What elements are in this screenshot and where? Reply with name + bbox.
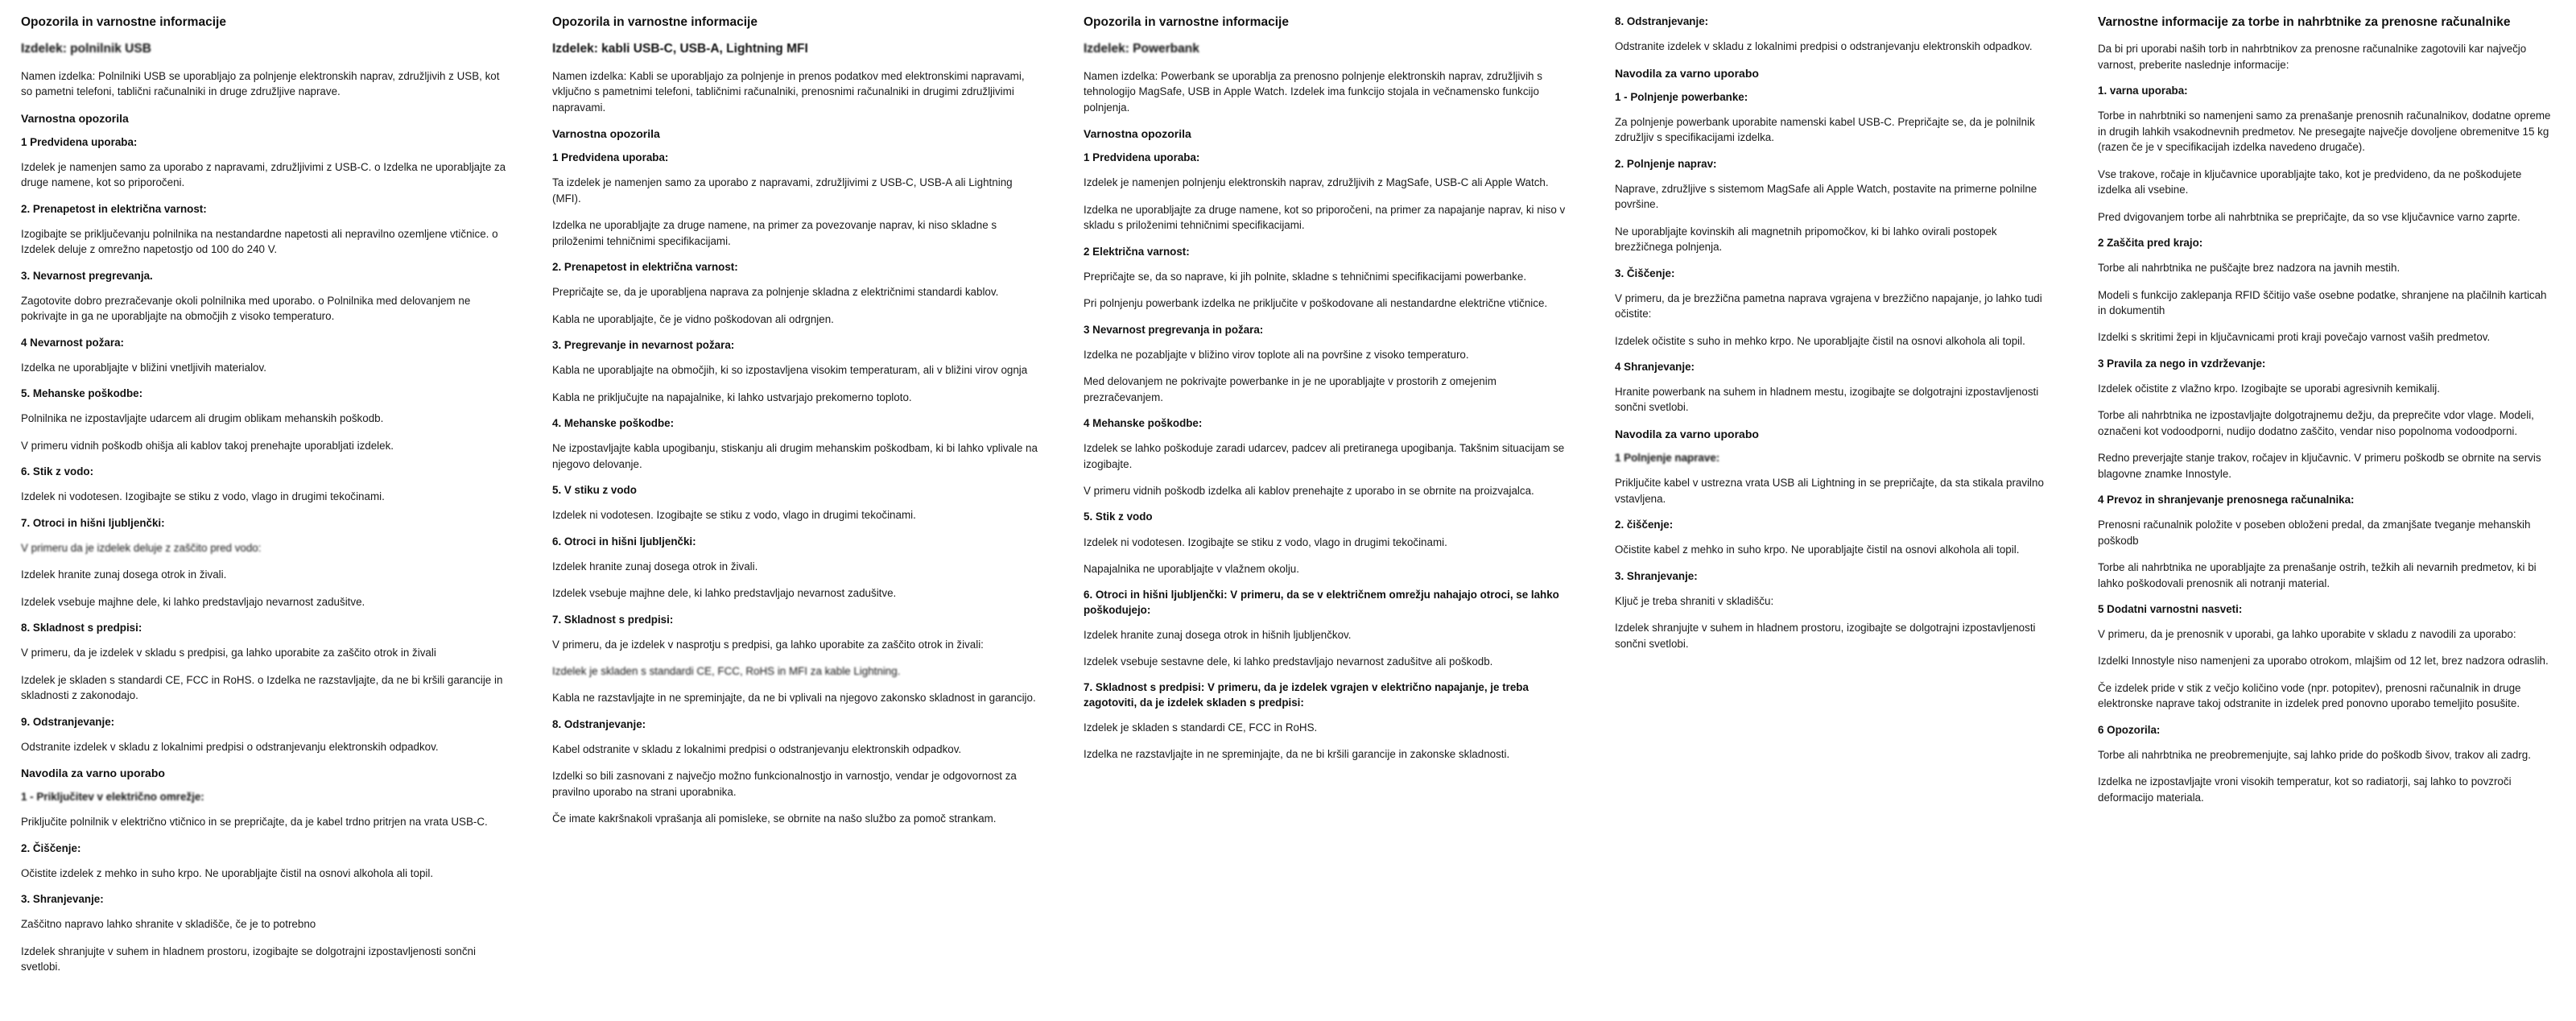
paragraph: Vse trakove, ročaje in ključavnice uporabljajte tako, kot je predvideno, da ne poškodujete izdelka ali vsebine. xyxy=(2098,167,2522,196)
column-5-title: Varnostne informacije za torbe in nahrbtnike za prenosne računalnike xyxy=(2098,15,2511,29)
paragraph-blurred xyxy=(21,540,510,556)
paragraph: Prenosni računalnik položite v poseben obloženi predal, da zmanjšate tveganje mehanskih poškodb xyxy=(2098,519,2531,547)
paragraph: Torbe in nahrbtniki so namenjeni samo za prenašanje prenosnih računalnikov, dodatne opreme in drugih lahkih vsakodnevnih predmetov. Ne presegajte največje dovoljene obremenitve 15 kg (razen če je v specifikacijah izdelka navedeno drugače). xyxy=(2098,110,2551,154)
paragraph: Prepričajte se, da so naprave, ki jih polnite, skladne s tehničnimi specifikacijami powerbanke. xyxy=(1084,270,1527,283)
item-heading: 5. Stik z vodo xyxy=(1084,510,1153,523)
section-heading: Navodila za varno uporabo xyxy=(1615,66,1759,80)
paragraph: Izogibajte se priključevanju polnilnika na nestandardne napetosti ali nepravilno ozemljene vtičnice. o Izdelek deluje z omrežno napetostjo od 100 do 240 V. xyxy=(21,227,498,256)
paragraph: Namen izdelka: Powerbank se uporablja za prenosno polnjenje elektronskih naprav, združljivih s tehnologijo MagSafe, USB in Apple Watch. Izdelek ima funkcijo stojala in večnamensko funkcijo polnjenja. xyxy=(1084,69,1542,114)
paragraph: V primeru vidnih poškodb izdelka ali kablov prenehajte z uporabo in se obrnite na proizvajalca. xyxy=(1084,485,1534,497)
paragraph: Izdelek vsebuje sestavne dele, ki lahko predstavljajo nevarnost zadušitve ali poškodb. xyxy=(1084,655,1493,668)
item-heading: 3. Pregrevanje in nevarnost požara: xyxy=(552,339,735,352)
paragraph: V primeru vidnih poškodb ohišja ali kablov takoj prenehajte uporabljati izdelek. xyxy=(21,439,394,452)
item-heading: 1. varna uporaba: xyxy=(2098,85,2188,97)
paragraph: Izdelek hranite zunaj dosega otrok in hišnih ljubljenčkov. xyxy=(1084,628,1352,641)
item-heading: 8. Odstranjevanje: xyxy=(1615,15,1709,27)
paragraph: Namen izdelka: Polnilniki USB se uporabljajo za polnjenje elektronskih naprav, združljivih z USB, kot so pametni telefoni, tablični računalniki in druge združljive naprave. xyxy=(21,69,500,98)
item-heading: 4 Prevoz in shranjevanje prenosnega računalnika: xyxy=(2098,494,2355,506)
paragraph: Priključite polnilnik v električno vtičnico in se prepričajte, da je kabel trdno pritrjen na vrata USB-C. xyxy=(21,816,488,829)
section-heading: Varnostna opozorila xyxy=(552,127,660,141)
paragraph: Odstranite izdelek v skladu z lokalnimi predpisi o odstranjevanju elektronskih odpadkov. xyxy=(1615,40,2033,53)
item-heading: 8. Odstranjevanje: xyxy=(552,717,646,730)
paragraph: Ta izdelek je namenjen samo za uporabo z napravami, združljivimi z USB-C, USB-A ali Lightning (MFI). xyxy=(552,176,1013,205)
paragraph: Izdelka ne izpostavljajte vroni visokih temperatur, kot so radiatorji, saj lahko to povzroči deformacijo materiala. xyxy=(2098,775,2512,804)
item-heading: 4 Shranjevanje: xyxy=(1615,360,1695,373)
paragraph-blurred xyxy=(552,663,1042,679)
blurred-product-name: Izdelek: Powerbank xyxy=(1084,42,1199,56)
blurred-text: 1 Polnjenje naprave: xyxy=(1615,452,1720,465)
paragraph: Izdelki so bili zasnovani z največjo možno funkcionalnostjo in varnostjo, vendar je odgovornost za pravilno uporabo na strani uporabnika. xyxy=(552,770,1017,798)
paragraph: Redno preverjajte stanje trakov, ročajev in ključavnic. V primeru poškodb se obrnite na servis blagovne znamke Innostyle. xyxy=(2098,452,2541,480)
item-heading: 2. čiščenje: xyxy=(1615,519,1674,531)
item-heading: 4 Nevarnost požara: xyxy=(21,336,124,349)
item-heading: 5 Dodatni varnostni nasveti: xyxy=(2098,602,2243,615)
paragraph: Izdelek shranjujte v suhem in hladnem prostoru, izogibajte se dolgotrajni izpostavljenosti sončni svetlobi. xyxy=(21,945,476,973)
item-heading: 6. Otroci in hišni ljubljenčki: V primeru, da se v električnem omrežju nahajajo otroci, se lahko poškodujejo: xyxy=(1084,589,1559,616)
paragraph: Izdelek je namenjen polnjenju elektronskih naprav, združljivih z MagSafe, USB-C ali Apple Watch. xyxy=(1084,176,1549,189)
item-heading: 7. Skladnost s predpisi: V primeru, da je izdelek vgrajen v električno napajanje, je treba zagotoviti, da je izdelek skladen s predpisi: xyxy=(1084,681,1529,709)
paragraph: Pred dvigovanjem torbe ali nahrbtnika se prepričajte, da so vse ključavnice varno zaprte. xyxy=(2098,210,2520,223)
paragraph: Torbe ali nahrbtnika ne puščajte brez nadzora na javnih mestih. xyxy=(2098,262,2401,275)
paragraph: Kabla ne uporabljajte na območjih, ki so izpostavljena visokim temperaturam, ali v bližini virov ognja xyxy=(552,364,1028,377)
paragraph: Odstranite izdelek v skladu z lokalnimi predpisi o odstranjevanju elektronskih odpadkov. xyxy=(21,740,439,753)
item-heading: 2. Prenapetost in električna varnost: xyxy=(552,261,738,274)
paragraph: Izdelka ne uporabljajte v bližini vnetljivih materialov. xyxy=(21,361,266,374)
paragraph: Izdelek je skladen s standardi CE, FCC in RoHS. o Izdelka ne razstavljajte, da ne bi kršili garancije in skladnosti z zakonodajo. xyxy=(21,673,503,702)
paragraph: Ne uporabljajte kovinskih ali magnetnih pripomočkov, ki bi lahko ovirali postopek brezžičnega polnjenja. xyxy=(1615,225,1997,254)
item-heading: 7. Skladnost s predpisi: xyxy=(552,613,674,626)
item-heading-blurred xyxy=(1615,451,2056,465)
item-heading: 3 Nevarnost pregrevanja in požara: xyxy=(1084,323,1264,336)
paragraph: V primeru, da je izdelek v nasprotju s predpisi, ga lahko uporabite za zaščito otrok in živali: xyxy=(552,638,984,651)
paragraph: Torbe ali nahrbtnika ne izpostavljajte dolgotrajnemu dežju, da preprečite vdor vlage. Modeli, označeni kot vodoodporni, nudijo dodatno zaščito, vendar niso popolnoma vodoodporni. xyxy=(2098,409,2534,437)
item-heading: 3. Shranjevanje: xyxy=(1615,569,1698,582)
paragraph: Izdelek hranite zunaj dosega otrok in živali. xyxy=(21,568,227,581)
item-heading: 6 Opozorila: xyxy=(2098,723,2161,736)
paragraph: Izdelek očistite s suho in mehko krpo. Ne uporabljajte čistil na osnovi alkohola ali topil. xyxy=(1615,334,2025,347)
paragraph: Izdelek ni vodotesen. Izogibajte se stiku z vodo, vlago in drugimi tekočinami. xyxy=(21,490,385,503)
paragraph: Namen izdelka: Kabli se uporabljajo za polnjenje in prenos podatkov med elektronskimi napravami, vključno s pametnimi telefoni, tabličnimi računalniki, prenosnimi računalniki in drugimi združljivimi napravami. xyxy=(552,69,1025,114)
document-column-4 xyxy=(1594,14,2077,1021)
item-heading: 2. Čiščenje: xyxy=(21,841,81,854)
item-heading: 8. Skladnost s predpisi: xyxy=(21,622,142,635)
paragraph: Izdelek je skladen s standardi CE, FCC in RoHS. xyxy=(1084,721,1318,734)
paragraph: Zaščitno napravo lahko shranite v skladišče, če je to potrebno xyxy=(21,918,316,931)
item-heading: 1 Predvidena uporaba: xyxy=(1084,151,1200,164)
item-heading: 2. Prenapetost in električna varnost: xyxy=(21,202,207,215)
paragraph: Priključite kabel v ustrezna vrata USB ali Lightning in se prepričajte, da sta stikala pravilno vstavljena. xyxy=(1615,477,2044,505)
paragraph: Očistite kabel z mehko in suho krpo. Ne uporabljajte čistil na osnovi alkohola ali topil. xyxy=(1615,544,2020,556)
paragraph: Izdelek vsebuje majhne dele, ki lahko predstavljajo nevarnost zadušitve. xyxy=(552,587,897,600)
item-heading: 1 Predvidena uporaba: xyxy=(552,151,669,164)
paragraph: Če imate kakršnakoli vprašanja ali pomisleke, se obrnite na našo službo za pomoč strankam. xyxy=(552,812,997,825)
paragraph: Kabel odstranite v skladu z lokalnimi predpisi o odstranjevanju elektronskih odpadkov. xyxy=(552,743,962,755)
column-1-product xyxy=(21,41,510,56)
paragraph: Izdelek shranjujte v suhem in hladnem prostoru, izogibajte se dolgotrajni izpostavljenosti sončni svetlobi. xyxy=(1615,622,2036,650)
column-3-product xyxy=(1084,41,1573,56)
blurred-text: 1 - Priključitev v električno omrežje: xyxy=(21,791,204,804)
paragraph: Kabla ne razstavljajte in ne spreminjajte, da ne bi vplivali na njegovo zakonsko skladnost in garancijo. xyxy=(552,692,1036,705)
paragraph: Napajalnika ne uporabljajte v vlažnem okolju. xyxy=(1084,562,1299,575)
column-2-product xyxy=(552,41,1042,56)
item-heading: 2 Električna varnost: xyxy=(1084,245,1190,258)
section-heading: Varnostna opozorila xyxy=(1084,127,1191,141)
blurred-text: V primeru da je izdelek deluje z zaščito pred vodo: xyxy=(21,541,262,554)
section-heading: Navodila za varno uporabo xyxy=(1615,427,1759,440)
paragraph: Izdelek hranite zunaj dosega otrok in živali. xyxy=(552,560,758,573)
item-heading-blurred xyxy=(21,790,510,804)
column-1-title: Opozorila in varnostne informacije xyxy=(21,15,226,29)
paragraph: Izdelka ne uporabljajte za druge namene, na primer za povezovanje naprav, ki niso skladne s priloženimi tehničnimi specifikacijami. xyxy=(552,219,997,247)
paragraph: Za polnjenje powerbank uporabite namenski kabel USB-C. Prepričajte se, da je polnilnik združljiv s specifikacijami izdelka. xyxy=(1615,115,2035,144)
paragraph: Ne izpostavljajte kabla upogibanju, stiskanju ali drugim mehanskim poškodbam, ki bi lahko vplivale na njegovo delovanje. xyxy=(552,442,1038,470)
paragraph: Prepričajte se, da je uporabljena naprava za polnjenje skladna z električnimi standardi kablov. xyxy=(552,286,999,299)
paragraph: Izdelki s skritimi žepi in ključavnicami proti kraji povečajo varnost vaših predmetov. xyxy=(2098,331,2491,344)
paragraph: Izdelek ni vodotesen. Izogibajte se stiku z vodo, vlago in drugimi tekočinami. xyxy=(1084,535,1447,548)
document-column-5 xyxy=(2077,14,2576,1021)
paragraph: Očistite izdelek z mehko in suho krpo. Ne uporabljajte čistil na osnovi alkohola ali topil. xyxy=(21,866,434,879)
paragraph: Hranite powerbank na suhem in hladnem mestu, izogibajte se dolgotrajni izpostavljenosti sončni svetlobi. xyxy=(1615,386,2039,414)
item-heading: 3. Nevarnost pregrevanja. xyxy=(21,269,153,282)
blurred-product-name: Izdelek: polnilnik USB xyxy=(21,42,151,56)
blurred-product-name: Izdelek: kabli USB-C, USB-A, Lightning MFI xyxy=(552,42,808,56)
item-heading: 6. Stik z vodo: xyxy=(21,465,94,478)
paragraph: Če izdelek pride v stik z večjo količino vode (npr. potopitev), prenosni računalnik in druge elektronske naprave takoj odstranite in izdelek pred ponovno uporabo temeljito posušite. xyxy=(2098,681,2521,710)
paragraph: Izdelki Innostyle niso namenjeni za uporabo otrokom, mlajšim od 12 let, brez nadzora odraslih. xyxy=(2098,655,2549,668)
paragraph: Modeli s funkcijo zaklepanja RFID ščitijo vaše osebne podatke, shranjene na plačilnih karticah in dokumentih xyxy=(2098,288,2547,316)
paragraph: Izdelka ne uporabljajte za druge namene, kot so priporočeni, na primer za napajanje naprav, ki niso v skladu s priloženimi tehničnimi specifikacijami. xyxy=(1084,203,1566,232)
document-column-2 xyxy=(531,14,1063,1021)
item-heading: 2 Zaščita pred krajo: xyxy=(2098,236,2203,249)
paragraph: Kabla ne uporabljajte, če je vidno poškodovan ali odrgnjen. xyxy=(552,312,834,325)
document-column-1 xyxy=(0,14,531,1021)
item-heading: 9. Odstranjevanje: xyxy=(21,715,115,728)
paragraph: Da bi pri uporabi naših torb in nahrbtnikov za prenosne računalnike zagotovili kar največjo varnost, preberite naslednje informacije: xyxy=(2098,43,2527,71)
item-heading: 1 Predvidena uporaba: xyxy=(21,135,138,148)
paragraph: Izdelek očistite z vlažno krpo. Izogibajte se uporabi agresivnih kemikalij. xyxy=(2098,382,2440,395)
item-heading: 4 Mehanske poškodbe: xyxy=(1084,417,1203,430)
paragraph: Izdelka ne pozabljajte v bližino virov toplote ali na površine z visoko temperaturo. xyxy=(1084,348,1469,361)
paragraph: Izdelka ne razstavljajte in ne spreminjajte, da ne bi kršili garancije in zakonske skladnosti. xyxy=(1084,748,1510,761)
paragraph: Izdelek vsebuje majhne dele, ki lahko predstavljajo nevarnost zadušitve. xyxy=(21,595,365,608)
item-heading: 5. Mehanske poškodbe: xyxy=(21,387,143,400)
paragraph: Ključ je treba shraniti v skladišču: xyxy=(1615,594,1774,607)
section-heading: Navodila za varno uporabo xyxy=(21,767,165,780)
blurred-text: Izdelek je skladen s standardi CE, FCC, RoHS in MFI za kable Lightning. xyxy=(552,665,901,678)
item-heading: 2. Polnjenje naprav: xyxy=(1615,157,1717,170)
item-heading: 4. Mehanske poškodbe: xyxy=(552,417,675,430)
paragraph: Polnilnika ne izpostavljajte udarcem ali drugim oblikam mehanskih poškodb. xyxy=(21,412,384,425)
paragraph: Torbe ali nahrbtnika ne preobremenjujte, saj lahko pride do poškodb šivov, trakov ali zadrg. xyxy=(2098,748,2531,761)
item-heading: 3 Pravila za nego in vzdrževanje: xyxy=(2098,357,2266,370)
paragraph: Pri polnjenju powerbank izdelka ne priključite v poškodovane ali nestandardne električne vtičnice. xyxy=(1084,297,1548,310)
section-heading: Varnostna opozorila xyxy=(21,111,129,125)
paragraph: V primeru, da je izdelek v skladu s predpisi, ga lahko uporabite za zaščito otrok in živali xyxy=(21,647,436,659)
column-3-title: Opozorila in varnostne informacije xyxy=(1084,15,1289,29)
paragraph: Zagotovite dobro prezračevanje okoli polnilnika med uporabo. o Polnilnika med delovanjem ne pokrivajte in ga ne uporabljajte na območjih z visoko temperaturo. xyxy=(21,294,471,323)
paragraph: Kabla ne priključujte na napajalnike, ki lahko ustvarjajo prekomerno toploto. xyxy=(552,391,912,403)
paragraph: Torbe ali nahrbtnika ne uporabljajte za prenašanje ostrih, težkih ali nevarnih predmetov, ki bi lahko poškodovali prenosnik ali notranji material. xyxy=(2098,561,2537,589)
paragraph: Izdelek se lahko poškoduje zaradi udarcev, padcev ali pretiranega upogibanja. Takšnim situacijam se izogibajte. xyxy=(1084,442,1565,470)
paragraph: V primeru, da je prenosnik v uporabi, ga lahko uporabite v skladu z navodili za uporabo: xyxy=(2098,628,2516,641)
paragraph: Med delovanjem ne pokrivajte powerbanke in je ne uporabljajte v prostorih z omejenim prezračevanjem. xyxy=(1084,375,1496,403)
paragraph: Izdelek je namenjen samo za uporabo z napravami, združljivimi z USB-C. o Izdelka ne uporabljajte za druge namene, kot so priporočeni. xyxy=(21,160,506,189)
item-heading: 1 - Polnjenje powerbanke: xyxy=(1615,90,1748,103)
paragraph: Izdelek ni vodotesen. Izogibajte se stiku z vodo, vlago in drugimi tekočinami. xyxy=(552,509,916,522)
item-heading: 7. Otroci in hišni ljubljenčki: xyxy=(21,516,165,529)
item-heading: 3. Čiščenje: xyxy=(1615,267,1675,279)
column-2-title: Opozorila in varnostne informacije xyxy=(552,15,758,29)
item-heading: 5. V stiku z vodo xyxy=(552,484,637,496)
paragraph: Naprave, združljive s sistemom MagSafe ali Apple Watch, postavite na primerne polnilne površine. xyxy=(1615,182,2037,211)
item-heading: 6. Otroci in hišni ljubljenčki: xyxy=(552,535,696,548)
item-heading: 3. Shranjevanje: xyxy=(21,893,104,906)
paragraph: V primeru, da je brezžična pametna naprava vgrajena v brezžično napajanje, jo lahko tudi očistite: xyxy=(1615,291,2042,320)
document-column-3 xyxy=(1063,14,1594,1021)
